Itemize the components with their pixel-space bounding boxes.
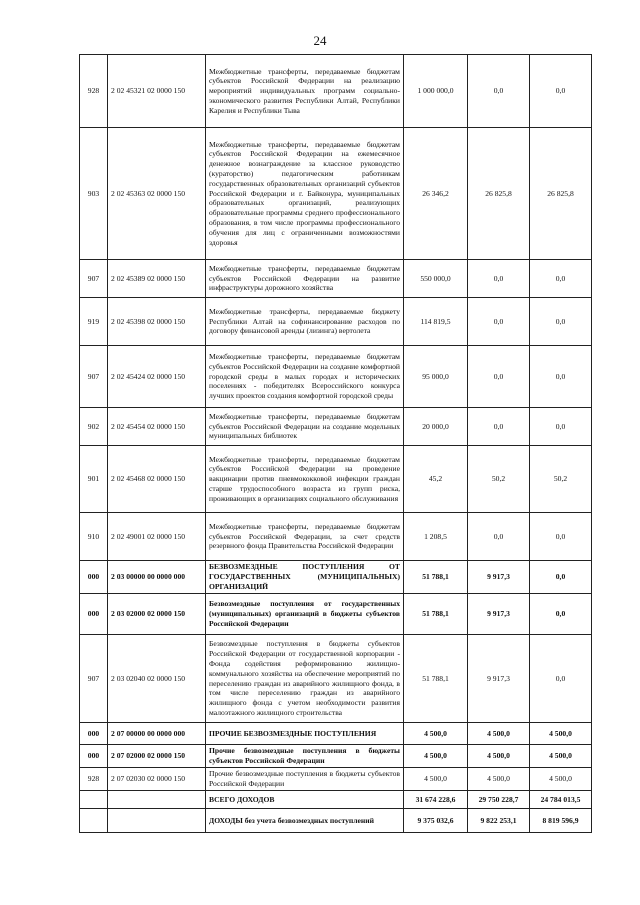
amount-year3-cell: 8 819 596,9: [530, 809, 592, 833]
amount-year3-cell: 24 784 013,5: [530, 791, 592, 809]
admin-code-cell: 928: [80, 55, 108, 128]
budget-code-cell: 2 03 02040 02 0000 150: [108, 635, 206, 723]
amount-year3-cell: 4 500,0: [530, 745, 592, 768]
budget-code-cell: 2 02 45389 02 0000 150: [108, 260, 206, 298]
budget-code-cell: 2 07 00000 00 0000 000: [108, 723, 206, 745]
budget-code-cell: 2 02 45321 02 0000 150: [108, 55, 206, 128]
table-row: [80, 260, 592, 298]
amount-year1-cell: 1 208,5: [404, 513, 468, 561]
admin-code-cell: 919: [80, 298, 108, 346]
table-row: [80, 128, 592, 260]
budget-code-cell: 2 03 02000 02 0000 150: [108, 594, 206, 635]
admin-code-cell: 907: [80, 635, 108, 723]
table-row: [80, 635, 592, 723]
admin-code-cell: 000: [80, 745, 108, 768]
amount-year2-cell: 26 825,8: [468, 128, 530, 260]
amount-year1-cell: 9 375 032,6: [404, 809, 468, 833]
amount-year3-cell: 0,0: [530, 513, 592, 561]
amount-year1-cell: 4 500,0: [404, 768, 468, 791]
admin-code-cell: 910: [80, 513, 108, 561]
amount-year3-cell: 0,0: [530, 594, 592, 635]
revenue-name-cell: ВСЕГО ДОХОДОВ: [206, 791, 404, 809]
table-row: [80, 791, 592, 809]
amount-year2-cell: 9 822 253,1: [468, 809, 530, 833]
amount-year1-cell: 31 674 228,6: [404, 791, 468, 809]
budget-code-cell: 2 07 02000 02 0000 150: [108, 745, 206, 768]
admin-code-cell: [80, 791, 108, 809]
amount-year2-cell: 9 917,3: [468, 635, 530, 723]
admin-code-cell: 902: [80, 408, 108, 446]
amount-year1-cell: 45,2: [404, 446, 468, 513]
amount-year3-cell: 0,0: [530, 561, 592, 594]
revenue-name-cell: Межбюджетные трансферты, передаваемые бюджетам субъектов Российской Федерации на проведение вакцинации против пневмококковой инфекции граждан старше трудоспособного возраста из групп риска, проживающих в организациях социального обслуживания: [206, 446, 404, 513]
revenue-name-cell: Межбюджетные трансферты, передаваемые бюджетам субъектов Российской Федерации на создание комфортной городской среды в малых городах и исторических поселениях - победителях Всероссийского конкурса лучших проектов создания комфортной городской среды: [206, 346, 404, 408]
amount-year2-cell: 0,0: [468, 260, 530, 298]
amount-year1-cell: 4 500,0: [404, 723, 468, 745]
budget-code-cell: [108, 791, 206, 809]
amount-year2-cell: 0,0: [468, 513, 530, 561]
revenue-name-cell: Прочие безвозмездные поступления в бюджеты субъектов Российской Федерации: [206, 745, 404, 768]
table-row: [80, 745, 592, 768]
table-row: [80, 298, 592, 346]
amount-year3-cell: 26 825,8: [530, 128, 592, 260]
amount-year2-cell: 4 500,0: [468, 768, 530, 791]
amount-year1-cell: 51 788,1: [404, 561, 468, 594]
amount-year1-cell: 51 788,1: [404, 635, 468, 723]
table-row: [80, 723, 592, 745]
revenue-name-cell: Межбюджетные трансферты, передаваемые бюджетам субъектов Российской Федерации на развитие инфраструктуры дорожного хозяйства: [206, 260, 404, 298]
amount-year3-cell: 4 500,0: [530, 723, 592, 745]
budget-code-cell: 2 02 45468 02 0000 150: [108, 446, 206, 513]
amount-year2-cell: 0,0: [468, 55, 530, 128]
amount-year2-cell: 4 500,0: [468, 745, 530, 768]
budget-code-cell: 2 02 45454 02 0000 150: [108, 408, 206, 446]
revenue-name-cell: Межбюджетные трансферты, передаваемые бюджетам субъектов Российской Федерации на реализацию мероприятий индивидуальных программ социально-экономического развития Республики Алтай, Республики Карелия и Республики Тыва: [206, 55, 404, 128]
revenue-name-cell: ДОХОДЫ без учета безвозмездных поступлений: [206, 809, 404, 833]
revenue-name-cell: ПРОЧИЕ БЕЗВОЗМЕЗДНЫЕ ПОСТУПЛЕНИЯ: [206, 723, 404, 745]
amount-year3-cell: 0,0: [530, 260, 592, 298]
table-row: [80, 561, 592, 594]
budget-code-cell: 2 02 45398 02 0000 150: [108, 298, 206, 346]
revenue-name-cell: БЕЗВОЗМЕЗДНЫЕ ПОСТУПЛЕНИЯ ОТ ГОСУДАРСТВЕННЫХ (МУНИЦИПАЛЬНЫХ) ОРГАНИЗАЦИЙ: [206, 561, 404, 594]
budget-code-cell: [108, 809, 206, 833]
amount-year2-cell: 0,0: [468, 346, 530, 408]
amount-year1-cell: 1 000 000,0: [404, 55, 468, 128]
table-row: [80, 408, 592, 446]
amount-year3-cell: 4 500,0: [530, 768, 592, 791]
amount-year1-cell: 95 000,0: [404, 346, 468, 408]
revenue-name-cell: Межбюджетные трансферты, передаваемые бюджетам субъектов Российской Федерации на создание модельных муниципальных библиотек: [206, 408, 404, 446]
table-row: [80, 809, 592, 833]
page-number: 24: [313, 33, 327, 48]
amount-year2-cell: 29 750 228,7: [468, 791, 530, 809]
amount-year1-cell: 26 346,2: [404, 128, 468, 260]
budget-code-cell: 2 02 45424 02 0000 150: [108, 346, 206, 408]
table-row: [80, 768, 592, 791]
budget-code-cell: 2 02 45363 02 0000 150: [108, 128, 206, 260]
revenue-name-cell: Межбюджетные трансферты, передаваемые бюджетам субъектов Российской Федерации на ежемесячное денежное вознаграждение за классное руководство (кураторство) педагогическим работникам государственных образовательных организаций субъектов Российской Федерации и г. Байконура, муниципальных образовательных организаций, реализующих образовательные программы среднего профессионального образования, в том числе программы профессионального обучения для лиц с ограниченными возможностями здоровья: [206, 128, 404, 260]
amount-year3-cell: 50,2: [530, 446, 592, 513]
admin-code-cell: [80, 809, 108, 833]
amount-year1-cell: 114 819,5: [404, 298, 468, 346]
budget-code-cell: 2 07 02030 02 0000 150: [108, 768, 206, 791]
amount-year3-cell: 0,0: [530, 55, 592, 128]
amount-year1-cell: 550 000,0: [404, 260, 468, 298]
table-row: [80, 55, 592, 128]
revenue-name-cell: Безвозмездные поступления в бюджеты субъектов Российской Федерации от государственной корпорации - Фонда содействия реформированию жилищно-коммунального хозяйства на обеспечение мероприятий по переселению граждан из аварийного жилищного фонда, в том числе переселению граждан из аварийного жилищного фонда с учетом необходимости развития малоэтажного жилищного строительства: [206, 635, 404, 723]
revenue-table: [79, 54, 592, 833]
admin-code-cell: 000: [80, 594, 108, 635]
admin-code-cell: 903: [80, 128, 108, 260]
admin-code-cell: 928: [80, 768, 108, 791]
amount-year3-cell: 0,0: [530, 408, 592, 446]
revenue-name-cell: Межбюджетные трансферты, передаваемые бюджетам субъектов Российской Федерации, за счет средств резервного фонда Правительства Российской Федерации: [206, 513, 404, 561]
admin-code-cell: 901: [80, 446, 108, 513]
amount-year3-cell: 0,0: [530, 635, 592, 723]
admin-code-cell: 907: [80, 260, 108, 298]
amount-year1-cell: 4 500,0: [404, 745, 468, 768]
amount-year2-cell: 9 917,3: [468, 561, 530, 594]
budget-code-cell: 2 02 49001 02 0000 150: [108, 513, 206, 561]
amount-year3-cell: 0,0: [530, 298, 592, 346]
table-row: [80, 446, 592, 513]
amount-year2-cell: 9 917,3: [468, 594, 530, 635]
revenue-name-cell: Прочие безвозмездные поступления в бюджеты субъектов Российской Федерации: [206, 768, 404, 791]
table-row: [80, 594, 592, 635]
amount-year2-cell: 0,0: [468, 298, 530, 346]
amount-year2-cell: 50,2: [468, 446, 530, 513]
admin-code-cell: 000: [80, 723, 108, 745]
amount-year1-cell: 20 000,0: [404, 408, 468, 446]
revenue-name-cell: Межбюджетные трансферты, передаваемые бюджету Республики Алтай на софинансирование расходов по договору финансовой аренды (лизинга) вертолета: [206, 298, 404, 346]
amount-year3-cell: 0,0: [530, 346, 592, 408]
table-row: [80, 513, 592, 561]
amount-year2-cell: 0,0: [468, 408, 530, 446]
revenue-name-cell: Безвозмездные поступления от государственных (муниципальных) организаций в бюджеты субъектов Российской Федерации: [206, 594, 404, 635]
amount-year2-cell: 4 500,0: [468, 723, 530, 745]
admin-code-cell: 000: [80, 561, 108, 594]
admin-code-cell: 907: [80, 346, 108, 408]
amount-year1-cell: 51 788,1: [404, 594, 468, 635]
table-row: [80, 346, 592, 408]
budget-code-cell: 2 03 00000 00 0000 000: [108, 561, 206, 594]
